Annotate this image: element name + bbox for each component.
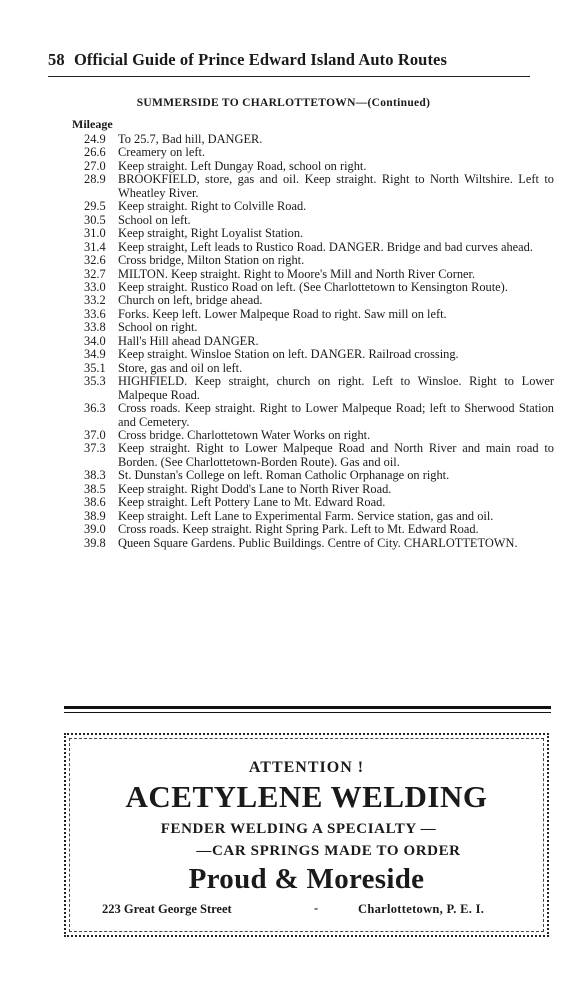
route-mileage: 31.0 — [84, 226, 106, 241]
route-entry — [80, 254, 554, 267]
route-entry — [80, 308, 554, 321]
route-mileage: 35.1 — [84, 360, 106, 375]
route-mileage: 32.7 — [84, 266, 106, 281]
route-entry — [80, 133, 554, 146]
route-mileage: 37.3 — [84, 441, 106, 456]
route-description: Keep straight, Right Loyalist Station. — [118, 226, 304, 241]
route-description: Keep straight. Right to Colville Road. — [118, 199, 307, 214]
route-description: To 25.7, Bad hill, DANGER. — [118, 132, 263, 146]
route-mileage: 24.9 — [84, 132, 106, 146]
route-mileage: 26.6 — [84, 145, 106, 160]
route-mileage: 29.5 — [84, 199, 106, 214]
route-entry — [80, 510, 554, 523]
ad-address: 223 Great George Street — [102, 902, 232, 916]
route-mileage: 37.0 — [84, 427, 106, 442]
route-entry — [80, 241, 554, 254]
route-entry — [80, 268, 554, 281]
route-description: Keep straight. Left Pottery Lane to Mt. Edward Road. — [118, 495, 386, 510]
route-description: HIGHFIELD. Keep straight, church on right. Left to Winsloe. Right to Lower Malpeque Road. — [118, 374, 554, 402]
route-mileage: 35.3 — [84, 374, 106, 389]
route-entry — [80, 321, 554, 334]
route-description: Queen Square Gardens. Public Buildings. Centre of City. CHARLOTTETOWN. — [118, 535, 518, 550]
route-entry — [80, 200, 554, 213]
route-description: School on left. — [118, 212, 191, 227]
route-description: Keep straight. Left Lane to Experimental Farm. Service station, gas and oil. — [118, 508, 494, 523]
route-mileage: 31.4 — [84, 239, 106, 254]
route-entry — [80, 362, 554, 375]
ad-specialty-line: FENDER WELDING A SPECIALTY — — [160, 821, 437, 837]
route-entry — [80, 160, 554, 173]
route-entry — [80, 335, 554, 348]
ad-dash: - — [314, 901, 319, 915]
route-description: Keep straight. Winsloe Station on left. DANGER. Railroad crossing. — [118, 347, 459, 362]
route-description: MILTON. Keep straight. Right to Moore's Mill and North River Corner. — [118, 266, 476, 281]
ad-city: Charlottetown, P. E. I. — [358, 902, 485, 916]
ad-attention: ATTENTION ! — [248, 759, 365, 776]
route-entry — [80, 146, 554, 159]
route-entry — [80, 442, 554, 469]
route-entry — [80, 496, 554, 509]
route-description: Keep straight, Left leads to Rustico Road. DANGER. Bridge and bad curves ahead. — [118, 239, 533, 254]
route-mileage: 38.9 — [84, 508, 106, 523]
route-entry — [80, 375, 554, 402]
route-entry — [80, 173, 554, 200]
route-description: Forks. Keep left. Lower Malpeque Road to right. Saw mill on left. — [118, 306, 447, 321]
guide-title: Official Guide of Prince Edward Island Auto Routes — [73, 50, 447, 69]
route-mileage: 39.8 — [84, 535, 106, 550]
route-entry — [80, 281, 554, 294]
route-description: Cross roads. Keep straight. Right Spring Park. Left to Mt. Edward Road. — [118, 522, 479, 537]
route-description: Cross bridge. Charlottetown Water Works on right. — [118, 427, 371, 442]
route-mileage: 33.2 — [84, 293, 106, 308]
route-entry — [80, 348, 554, 361]
separator-rule-thin — [64, 712, 551, 713]
route-mileage: 33.8 — [84, 320, 106, 335]
ad-springs-line: —CAR SPRINGS MADE TO ORDER — [196, 843, 461, 859]
route-mileage: 39.0 — [84, 522, 106, 537]
route-description: Cross bridge, Milton Station on right. — [118, 253, 305, 268]
route-entry — [80, 227, 554, 240]
route-mileage: 38.6 — [84, 495, 106, 510]
route-entry — [80, 402, 554, 429]
ad-headline: ACETYLENE WELDING — [125, 779, 488, 814]
route-mileage: 33.0 — [84, 279, 106, 294]
route-entry — [80, 429, 554, 442]
page-number: 58 — [48, 50, 65, 69]
route-mileage: 38.5 — [84, 481, 106, 496]
route-description: Keep straight. Left Dungay Road, school on right. — [118, 158, 367, 173]
route-entry — [80, 214, 554, 227]
separator-rule-thick — [64, 706, 551, 709]
route-entry — [80, 294, 554, 307]
running-head — [48, 50, 530, 70]
route-mileage: 33.6 — [84, 306, 106, 321]
section-title: SUMMERSIDE TO CHARLOTTETOWN—(Continued) — [136, 97, 431, 109]
mileage-heading: Mileage — [72, 117, 113, 131]
route-description: St. Dunstan's College on left. Roman Catholic Orphanage on right. — [118, 468, 450, 483]
route-mileage: 28.9 — [84, 172, 106, 187]
route-description: School on right. — [118, 320, 198, 335]
route-entry — [80, 469, 554, 482]
route-list — [80, 133, 554, 550]
route-description: Keep straight. Right to Lower Malpeque Road and North River and main road to Borden. (See Charlottetown-Borden Route). Gas and oil. — [118, 441, 554, 469]
route-mileage: 38.3 — [84, 468, 106, 483]
ad-firm-name: Proud & Moreside — [188, 863, 425, 895]
route-description: Keep straight. Right Dodd's Lane to North River Road. — [118, 481, 392, 496]
route-description: BROOKFIELD, store, gas and oil. Keep straight. Right to North Wiltshire. Left to Wheatley River. — [118, 172, 554, 200]
route-entry — [80, 523, 554, 536]
route-description: Cross roads. Keep straight. Right to Lower Malpeque Road; left to Sherwood Station and Cemetery. — [118, 401, 554, 429]
route-mileage: 30.5 — [84, 212, 106, 227]
route-mileage: 34.0 — [84, 333, 106, 348]
advertisement-box — [64, 733, 549, 937]
route-mileage: 34.9 — [84, 347, 106, 362]
route-description: Creamery on left. — [118, 145, 206, 160]
header-rule — [48, 76, 530, 77]
route-description: Keep straight. Rustico Road on left. (See Charlottetown to Kensington Route). — [118, 279, 508, 294]
route-description: Store, gas and oil on left. — [118, 360, 243, 375]
route-mileage: 32.6 — [84, 253, 106, 268]
route-entry — [80, 537, 554, 550]
route-description: Hall's Hill ahead DANGER. — [118, 333, 259, 348]
route-mileage: 36.3 — [84, 401, 106, 416]
route-mileage: 27.0 — [84, 158, 106, 173]
route-description: Church on left, bridge ahead. — [118, 293, 263, 308]
route-entry — [80, 483, 554, 496]
